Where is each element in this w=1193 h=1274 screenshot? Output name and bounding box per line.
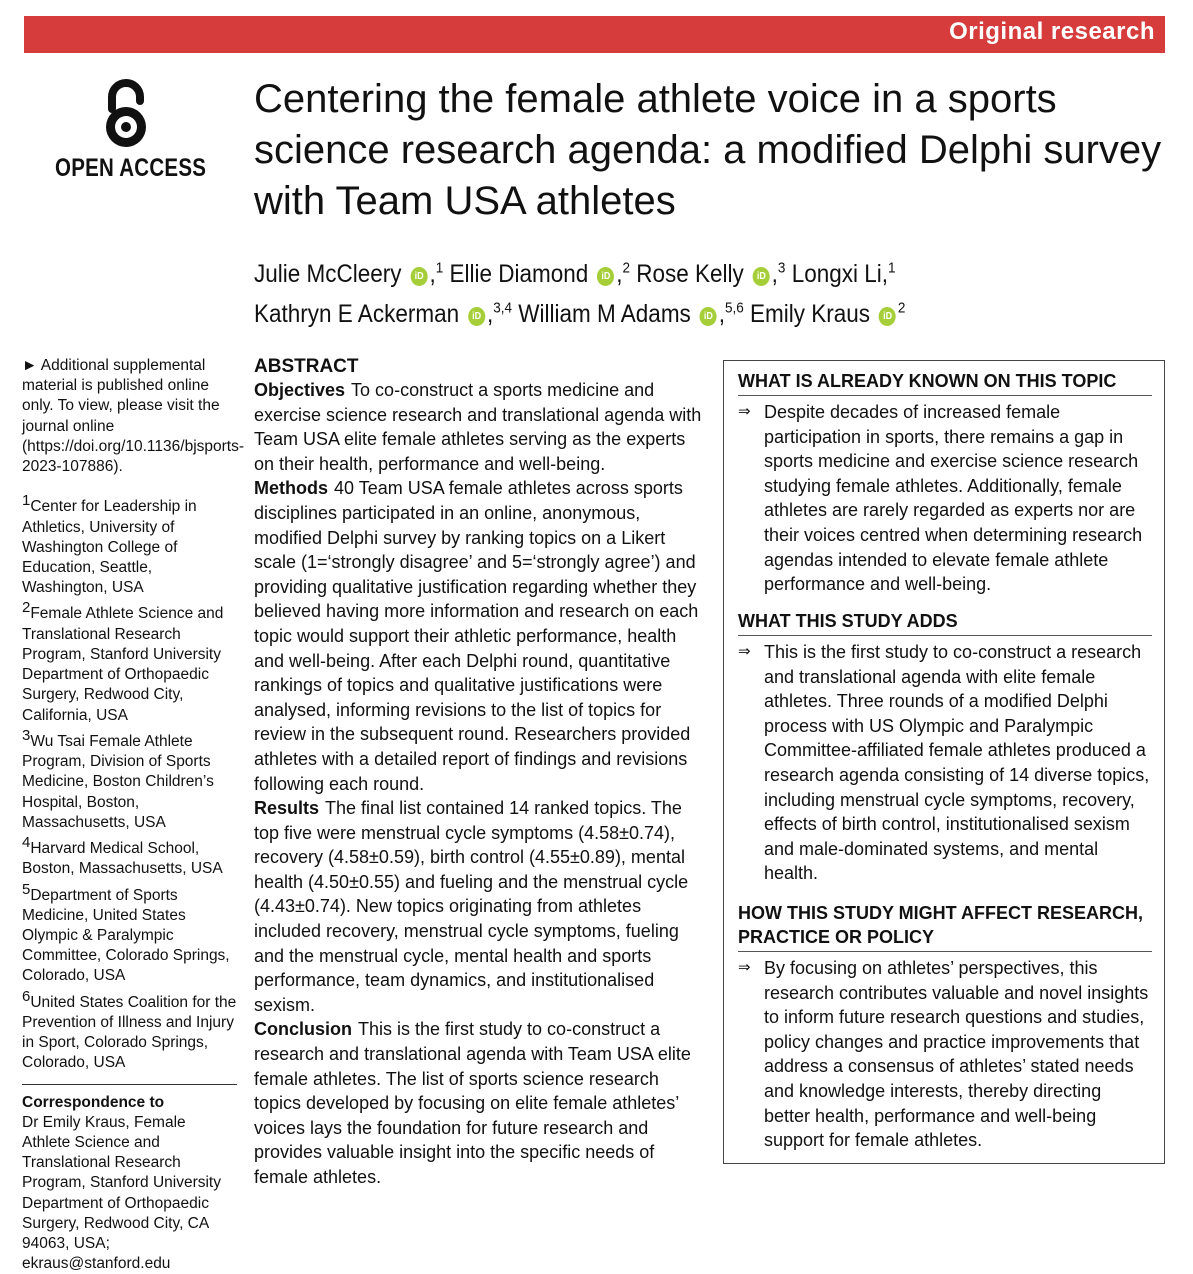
double-arrow-icon: ⇒ xyxy=(738,403,751,420)
author[interactable]: Kathryn E Ackerman iD ,$^{3,4}$ xyxy=(254,299,513,328)
affiliation: $^2$Female Athlete Science and Translational Research Program, Stanford University Department of Orthopaedic Surgery, Redwood City, California, USA xyxy=(22,599,224,724)
known-heading: WHAT IS ALREADY KNOWN ON THIS TOPIC xyxy=(738,369,1152,396)
affect-heading: HOW THIS STUDY MIGHT AFFECT RESEARCH, PRACTICE OR POLICY xyxy=(738,901,1152,952)
divider xyxy=(22,1084,237,1085)
author[interactable]: Ellie Diamond iD ,$^2$ xyxy=(449,260,630,289)
abstract-results: Results The final list contained 14 ranked topics. The top five were menstrual cycle symptoms (4.58±0.74), recovery (4.58±0.59), birth control (4.55±0.89), mental health (4.50±0.55) and fueling and the menstrual cycle (4.43±0.74). New topics originating from athletes included recovery, menstrual cycle symptoms, fueling and the menstrual cycle, mental health and sports performance, team dynamics, and institutionalised sexism. xyxy=(254,798,689,1015)
abstract-objectives: Objectives To co-construct a sports medicine and exercise science research and translational agenda with Team USA elite female athletes serving as the experts on their health, performance and well-being. xyxy=(254,380,702,474)
adds-section xyxy=(738,609,1152,886)
abstract-methods: Methods 40 Team USA female athletes across sports disciplines participated in an online, anonymous, modified Delphi survey by ranking topics on a Likert scale (1=‘strongly disagree’ and 5=‘strongly agree’) and providing qualitative justification regarding whether they believed having more information and research on each topic would support their athletic performance, health and well-being. After each Delphi round, quantitative rankings of topics and qualitative justifications were analysed, informing revisions to the list of topics for review in the subsequent round. Researchers provided athletes with a detailed report of findings and revisions following each round. xyxy=(254,478,699,794)
open-access-lock-icon xyxy=(92,79,160,151)
orcid-icon[interactable]: iD xyxy=(753,267,770,286)
abstract-conclusion: Conclusion This is the first study to co-construct a research and translational agenda with Team USA elite female athletes. The list of sports science research topics developed by focusing on elite female athletes’ voices lays the foundation for future research and provides valuable insight into the specific needs of female athletes. xyxy=(254,1019,691,1187)
author[interactable]: Rose Kelly iD ,$^3$ xyxy=(636,260,786,289)
section-banner xyxy=(24,16,1165,53)
double-arrow-icon: ⇒ xyxy=(738,959,751,976)
affiliation: $^1$Center for Leadership in Athletics, University of Washington College of Education, Seattle, Washington, USA xyxy=(22,492,197,597)
author[interactable]: Longxi Li,$^1$ xyxy=(791,260,896,289)
list-item: ⇒ This is the first study to co-construct a research and translational agenda with elite female athletes. Three rounds of a modified Delphi process with US Olympic and Paralympic Committee-affiliated female athletes produced a research agenda consisting of 14 diverse topics, including menstrual cycle symptoms, recovery, effects of birth control, institutionalised sexism and male-dominated systems, and mental health. xyxy=(738,640,1152,886)
sidebar xyxy=(22,356,245,1274)
author[interactable]: William M Adams iD ,$^{5,6}$ xyxy=(518,299,744,328)
double-arrow-icon: ⇒ xyxy=(738,643,751,660)
author[interactable]: Julie McCleery iD ,$^1$ xyxy=(254,260,444,289)
orcid-icon[interactable]: iD xyxy=(597,267,614,286)
affiliation-list xyxy=(22,491,237,1073)
affiliation: $^3$Wu Tsai Female Athlete Program, Division of Sports Medicine, Boston Children’s Hospital, Boston, Massachusetts, USA xyxy=(22,726,214,831)
orcid-icon[interactable]: iD xyxy=(411,267,428,286)
orcid-icon[interactable]: iD xyxy=(468,307,485,326)
known-section xyxy=(738,369,1152,597)
article-title: Centering the female athlete voice in a sports science research agenda: a modified Delphi survey with Team USA athletes xyxy=(254,77,1162,223)
affiliation: $^4$Harvard Medical School, Boston, Massachusetts, USA xyxy=(22,833,223,878)
correspondence-heading: Correspondence to xyxy=(22,1093,165,1111)
orcid-icon[interactable]: iD xyxy=(879,307,896,326)
adds-heading: WHAT THIS STUDY ADDS xyxy=(738,609,1152,636)
open-access-label: OPEN ACCESS xyxy=(55,154,207,182)
author-list xyxy=(254,252,1082,331)
affect-section xyxy=(738,901,1152,1153)
article-type-label: Original research xyxy=(949,18,1155,45)
affiliation: $^5$Department of Sports Medicine, United States Olympic & Paralympic Committee, Colorado Springs, Colorado, USA xyxy=(22,880,230,985)
abstract xyxy=(254,356,704,1190)
abstract-heading: ABSTRACT xyxy=(254,356,359,377)
list-item: ⇒ Despite decades of increased female participation in sports, there remains a gap in sports medicine and exercise science research studying female athletes. Additionally, female athletes are rarely regarded as experts nor are their voices centred when determining research agendas intended to elevate female athlete performance and well-being. xyxy=(738,400,1152,597)
author[interactable]: Emily Kraus iD $^2$ xyxy=(749,299,906,328)
key-messages-box xyxy=(723,360,1165,1164)
correspondence-text[interactable]: Dr Emily Kraus, Female Athlete Science and Translational Research Program, Stanford University Department of Orthopaedic Surgery, Redwood City, CA 94063, USA; ekraus@stanford.edu xyxy=(22,1113,221,1273)
affiliation: $^6$United States Coalition for the Prevention of Illness and Injury in Sport, Colorado Springs, Colorado, USA xyxy=(22,987,237,1072)
list-item: ⇒ By focusing on athletes’ perspectives, this research contributes valuable and novel insights to inform future research questions and studies, policy changes and practice improvements that address a consensus of athletes’ stated needs and knowledge interests, thereby directing better health, performance and well-being support for female athletes. xyxy=(738,956,1152,1153)
supplemental-note[interactable]: ► Additional supplemental material is published online only. To view, please visit the journal online (https://doi.org/10.1136/bjsports-2023-107886). xyxy=(22,357,245,476)
orcid-icon[interactable]: iD xyxy=(700,307,717,326)
